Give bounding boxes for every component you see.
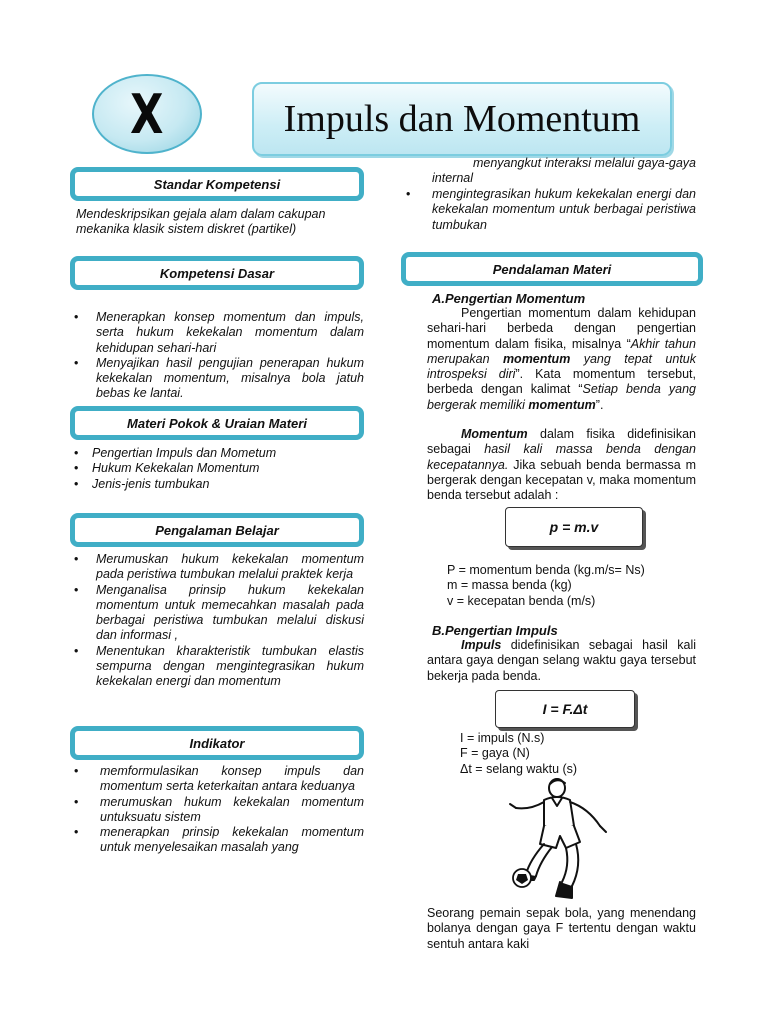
list-item: • mengintegrasikan hukum kekekalan energi dan kekekalan momentum untuk berbagai peristiwa tumbukan	[402, 187, 696, 233]
continued-text-line: menyangkut interaksi melalui gaya-gaya	[472, 156, 696, 170]
legend-line: v = kecepatan benda (m/s)	[447, 593, 596, 608]
indikator-continued-list	[402, 187, 696, 233]
impuls-subheading: B.Pengertian Impuls	[432, 623, 558, 638]
list-item: • memformulasikan konsep impuls dan momentum serta keterkaitan antara keduanya	[70, 764, 364, 795]
momentum-paragraph-1: Pengertian momentum dalam kehidupan sehari-hari berbeda dengan pengertian momentum dalam fisika, misalnya “Akhir tahun merupakan momentum yang tepat untuk introspeksi diri”. Kata momentum tersebut, berbeda dengan kalimat “Setiap benda yang bergerak memiliki momentum”.	[427, 306, 696, 412]
kompetensi-dasar-heading: Kompetensi Dasar	[70, 256, 364, 290]
legend-line: Δt = selang waktu (s)	[460, 761, 578, 776]
momentum-subheading: A.Pengertian Momentum	[432, 291, 586, 306]
impuls-paragraph: Impuls didefinisikan sebagai hasil kali antara gaya dengan selang waktu gaya tersebut bekerja pada benda.	[427, 638, 696, 683]
list-item: • Menerapkan konsep momentum dan impuls, serta hukum kekekalan momentum dalam kehidupan sehari-hari	[70, 310, 364, 356]
pengalaman-belajar-list	[70, 552, 364, 690]
chapter-badge	[92, 74, 202, 154]
soccer-player-illustration	[500, 774, 615, 906]
list-item: • Merumuskan hukum kekekalan momentum pada peristiwa tumbukan melalui praktek kerja	[70, 552, 364, 583]
list-item: • Menentukan kharakteristik tumbukan elastis sempurna dengan mengintegrasikan hukum kekekalan energi dan momentum	[70, 644, 364, 690]
legend-line: I = impuls (N.s)	[460, 731, 545, 745]
list-item: • menerapkan prinsip kekekalan momentum untuk menyelesaikan masalah yang	[70, 825, 364, 856]
chapter-number: X	[130, 82, 164, 146]
closing-paragraph: Seorang pemain sepak bola, yang menendang bolanya dengan gaya F tertentu dengan waktu sentuh antara kaki	[427, 906, 696, 951]
indikator-list	[70, 764, 364, 856]
legend-line: P = momentum benda (kg.m/s= Ns)	[447, 563, 645, 577]
list-item: • Menganalisa prinsip hukum kekekalan momentum untuk memecahkan masalah pada berbagai peristiwa tumbukan melalui diskusi dan informasi ,	[70, 583, 364, 644]
pendalaman-materi-heading: Pendalaman Materi	[401, 252, 703, 286]
standar-kompetensi-heading: Standar Kompetensi	[70, 167, 364, 201]
materi-pokok-list	[70, 446, 364, 492]
materi-pokok-heading: Materi Pokok & Uraian Materi	[70, 406, 364, 440]
momentum-paragraph-2: Momentum dalam fisika didefinisikan sebagai hasil kali massa benda dengan kecepatannya. Jika sebuah benda bermassa m bergerak dengan kecepatan v, maka momentum benda tersebut adalah :	[427, 427, 696, 503]
legend-line: F = gaya (N)	[460, 746, 530, 761]
continued-text-line: internal	[432, 171, 473, 185]
list-item: • Pengertian Impuls dan Mometum	[70, 446, 364, 461]
impuls-legend	[460, 731, 690, 777]
list-item: • Menyajikan hasil pengujian penerapan hukum kekekalan momentum, misalnya bola jatuh bebas ke lantai.	[70, 356, 364, 402]
momentum-legend	[447, 563, 697, 609]
kompetensi-dasar-list	[70, 310, 364, 402]
pengalaman-belajar-heading: Pengalaman Belajar	[70, 513, 364, 547]
legend-line: m = massa benda (kg)	[447, 578, 572, 593]
standar-kompetensi-text: Mendeskripsikan gejala alam dalam cakupan mekanika klasik sistem diskret (partikel)	[76, 207, 326, 237]
impuls-formula: I = F.Δt	[495, 690, 635, 728]
list-item: • Jenis-jenis tumbukan	[70, 477, 364, 492]
list-item: • Hukum Kekekalan Momentum	[70, 461, 364, 476]
chapter-title-banner	[252, 82, 672, 156]
momentum-formula: p = m.v	[505, 507, 643, 547]
indikator-heading: Indikator	[70, 726, 364, 760]
list-item: • merumuskan hukum kekekalan momentum untuksuatu sistem	[70, 795, 364, 826]
page-title: Impuls dan Momentum	[283, 98, 641, 140]
